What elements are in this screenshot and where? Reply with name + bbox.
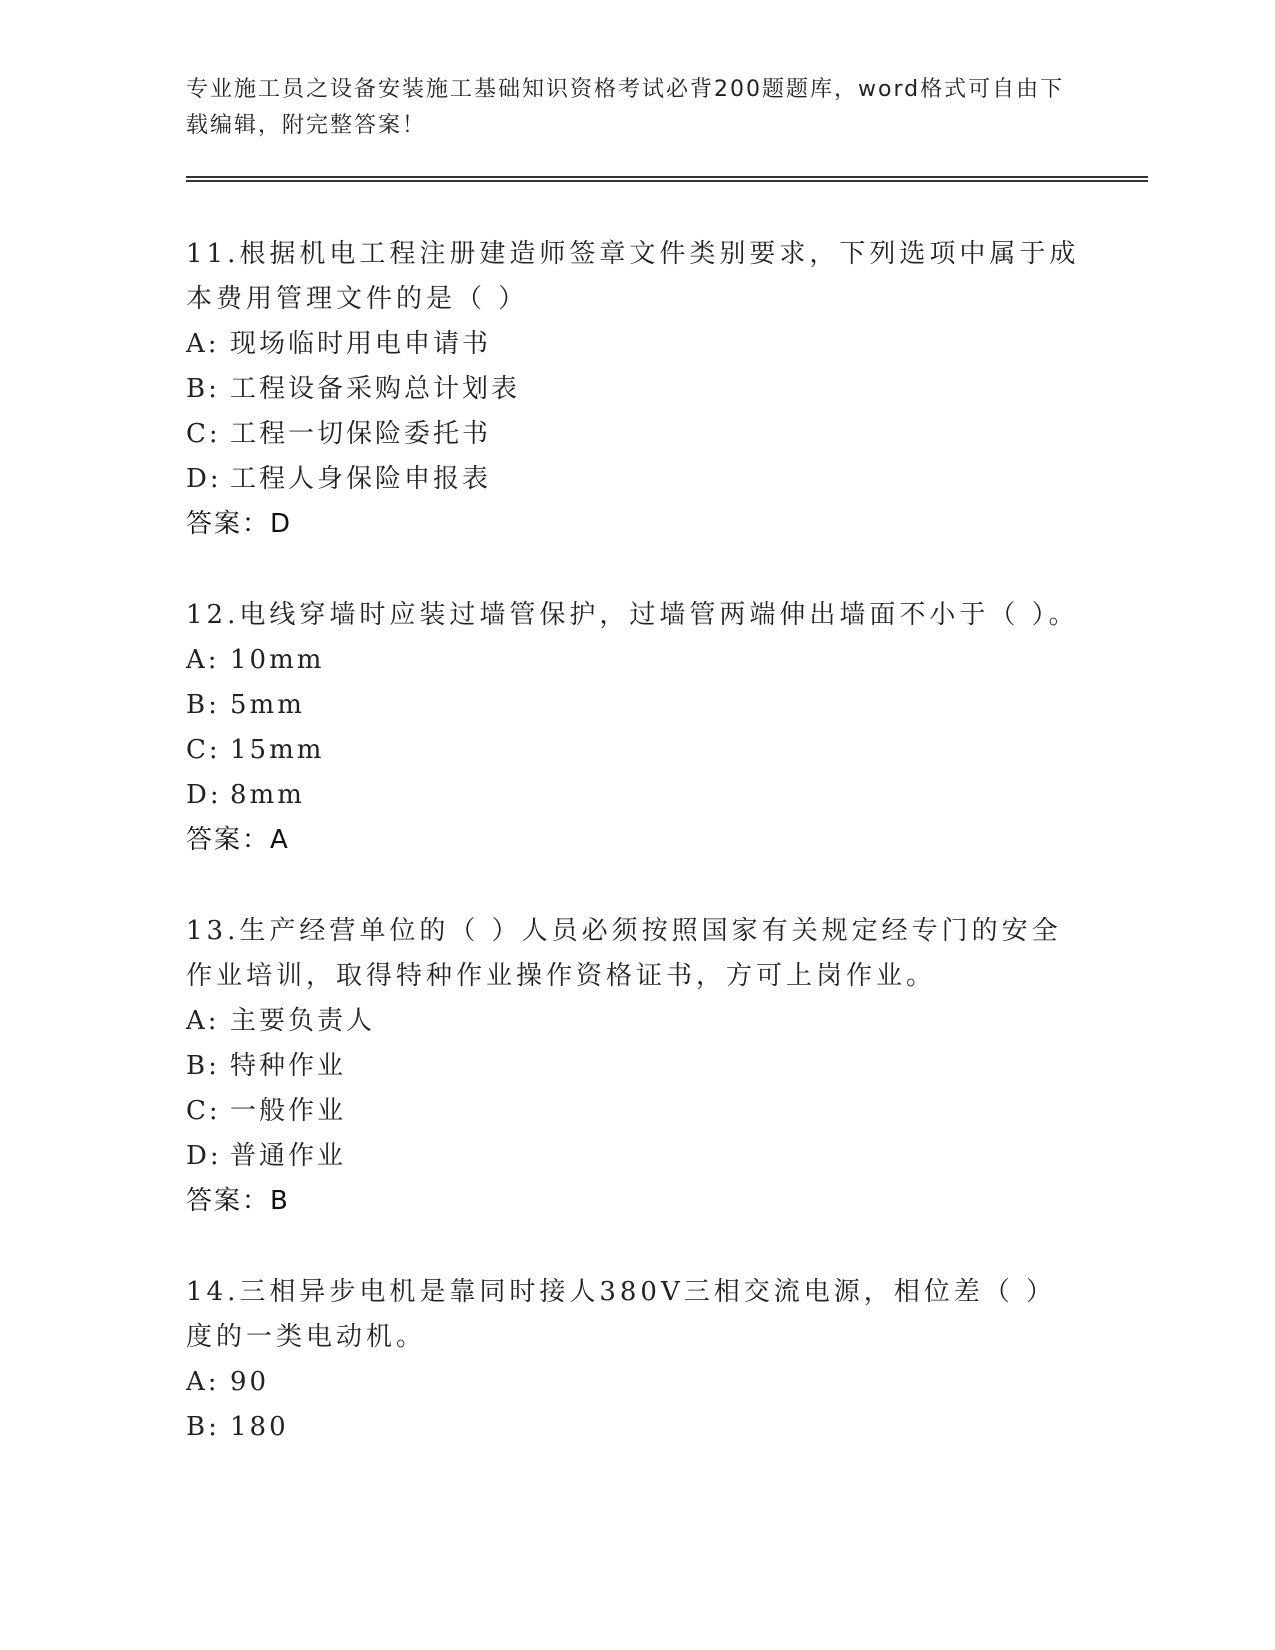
document-header: 专业施工员之设备安装施工基础知识资格考试必背200题题库，word格式可自由下载编辑，附完整答案！ [186, 77, 1065, 138]
question-13 [186, 909, 1086, 1224]
option-letter: B: [186, 1051, 220, 1081]
question-12 [186, 593, 1086, 863]
option-letter: B: [186, 1412, 220, 1442]
option-letter: C: [186, 419, 221, 449]
option-text: 8mm [230, 780, 305, 810]
option-a [186, 999, 1086, 1044]
option-letter: B: [186, 690, 220, 720]
option-b [186, 367, 1086, 412]
option-c [186, 728, 1086, 773]
question-11 [186, 232, 1086, 547]
question-list [186, 232, 1086, 1496]
question-text: 14.三相异步电机是靠同时接人380V三相交流电源，相位差（ ）度的一类电动机。 [186, 1277, 1057, 1352]
option-letter: A: [186, 329, 220, 359]
option-letter: A: [186, 1367, 220, 1397]
option-text: 10mm [230, 645, 325, 675]
option-d [186, 773, 1086, 818]
option-d [186, 1134, 1086, 1179]
option-text: 工程设备采购总计划表 [230, 374, 521, 404]
question-text: 11.根据机电工程注册建造师签章文件类别要求，下列选项中属于成本费用管理文件的是（ ） [186, 239, 1080, 314]
option-text: 180 [230, 1412, 289, 1442]
option-text: 普通作业 [230, 1141, 347, 1171]
answer-label: 答案：D [186, 509, 293, 539]
question-text: 13.生产经营单位的（ ）人员必须按照国家有关规定经专门的安全作业培训，取得特种作业操作资格证书，方可上岗作业。 [186, 916, 1062, 991]
option-letter: C: [186, 735, 221, 765]
option-letter: D: [186, 780, 222, 810]
option-text: 工程一切保险委托书 [230, 419, 492, 449]
answer-label: 答案：A [186, 825, 290, 855]
option-text: 15mm [230, 735, 325, 765]
option-text: 5mm [230, 690, 305, 720]
question-14 [186, 1270, 1086, 1450]
option-text: 现场临时用电申请书 [230, 329, 492, 359]
question-text: 12.电线穿墙时应装过墙管保护，过墙管两端伸出墙面不小于（ ）。 [186, 600, 1079, 630]
option-text: 工程人身保险申报表 [230, 464, 492, 494]
option-c [186, 1089, 1086, 1134]
option-letter: A: [186, 1006, 220, 1036]
option-b [186, 683, 1086, 728]
option-d [186, 457, 1086, 502]
answer-label: 答案：B [186, 1186, 290, 1216]
option-a [186, 1360, 1086, 1405]
option-c [186, 412, 1086, 457]
option-a [186, 322, 1086, 367]
option-letter: D: [186, 464, 222, 494]
option-letter: A: [186, 645, 220, 675]
option-b [186, 1405, 1086, 1450]
option-b [186, 1044, 1086, 1089]
option-text: 一般作业 [230, 1096, 347, 1126]
header-divider [186, 176, 1148, 182]
option-text: 特种作业 [230, 1051, 347, 1081]
option-text: 主要负责人 [230, 1006, 376, 1036]
option-letter: D: [186, 1141, 222, 1171]
option-letter: B: [186, 374, 220, 404]
option-a [186, 638, 1086, 683]
option-text: 90 [230, 1367, 270, 1397]
option-letter: C: [186, 1096, 221, 1126]
